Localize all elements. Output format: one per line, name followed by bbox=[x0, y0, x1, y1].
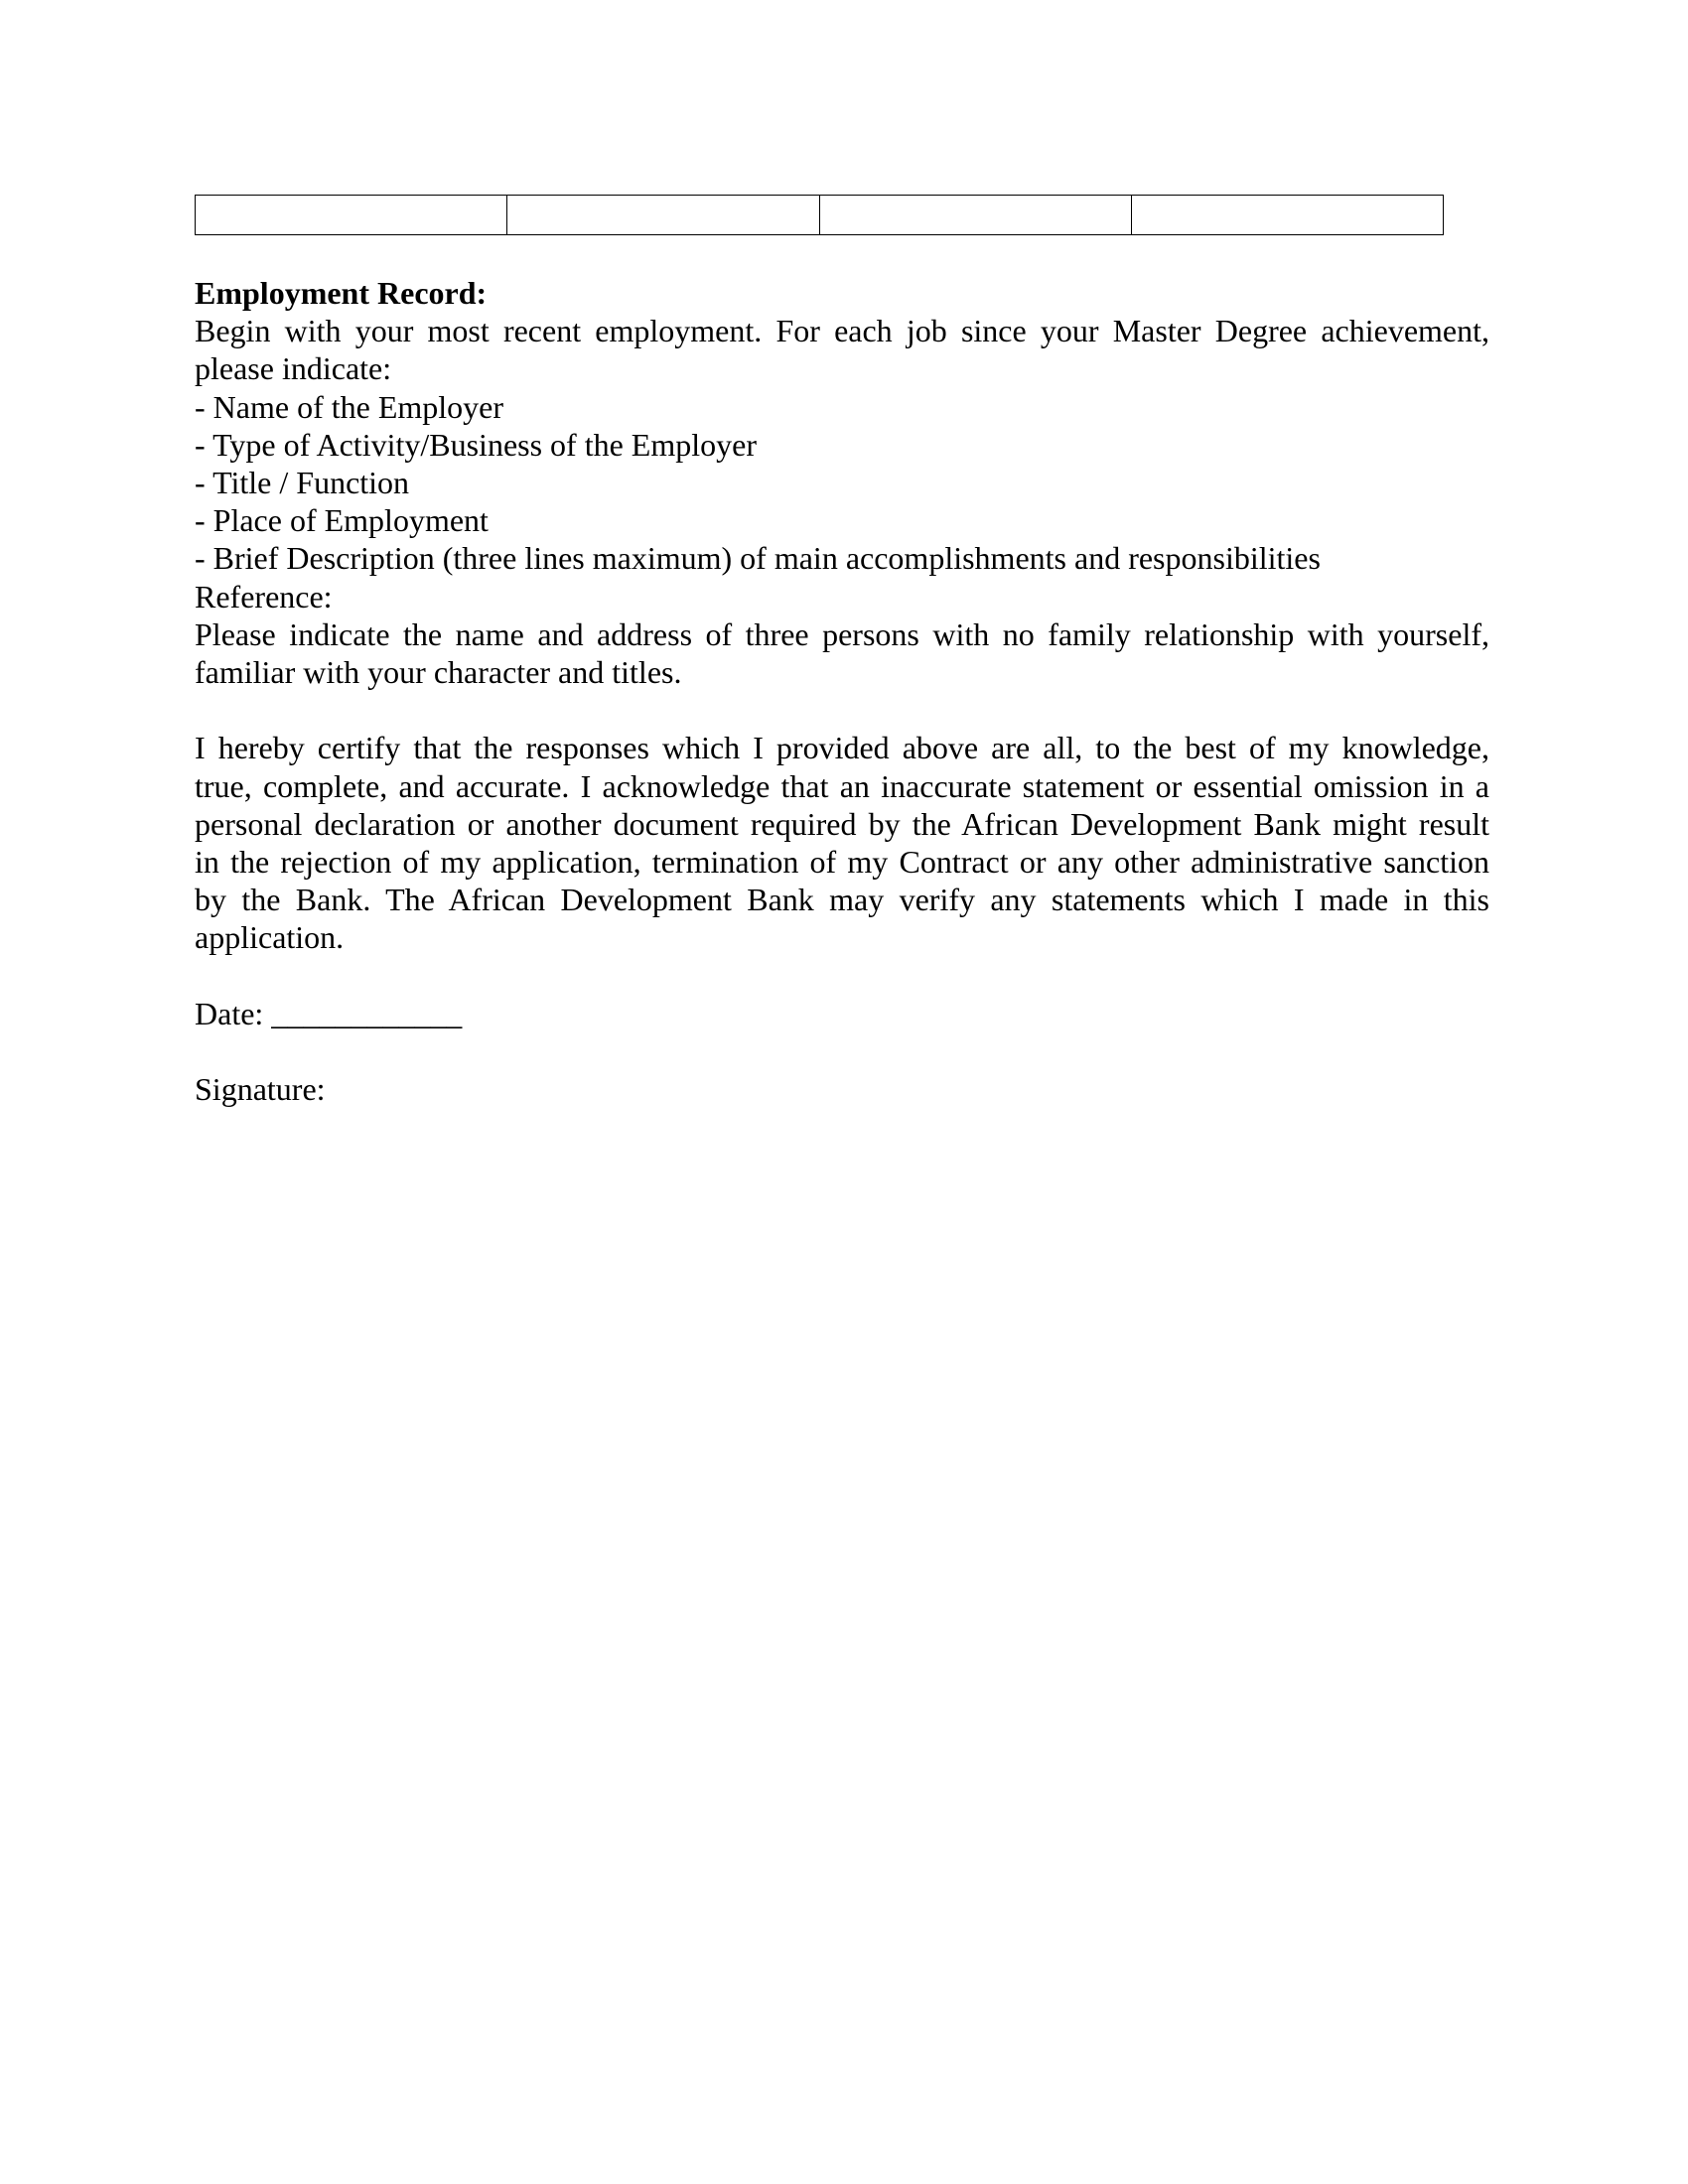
list-item: - Title / Function bbox=[195, 465, 410, 501]
certification-line: personal declaration or another document required by the African Development Bank might result bbox=[195, 805, 1489, 842]
employment-record-heading: Employment Record: bbox=[195, 275, 488, 311]
reference-label: Reference: bbox=[195, 578, 333, 614]
list-item: - Name of the Employer bbox=[195, 388, 503, 425]
certification-line: in the rejection of my application, termination of my Contract or any other administrative sanction bbox=[195, 844, 1489, 881]
table-cell bbox=[1131, 196, 1443, 235]
reference-text-line: Please indicate the name and address of three persons with no family relationship with yourself, bbox=[195, 615, 1489, 652]
list-item: - Type of Activity/Business of the Employer bbox=[195, 426, 757, 463]
document-body bbox=[195, 274, 1489, 1108]
employment-intro-line: Begin with your most recent employment. For each job since your Master Degree achievement, bbox=[195, 313, 1489, 349]
paragraph-gap bbox=[195, 691, 1489, 729]
paragraph-gap bbox=[195, 1032, 1489, 1070]
employment-intro-line: please indicate: bbox=[195, 350, 392, 387]
certification-line: true, complete, and accurate. I acknowledge that an inaccurate statement or essential omission in a bbox=[195, 767, 1489, 804]
table-cell bbox=[196, 196, 507, 235]
certification-line: application. bbox=[195, 919, 345, 956]
paragraph-gap bbox=[195, 957, 1489, 995]
list-item: - Brief Description (three lines maximum) of main accomplishments and responsibilities bbox=[195, 540, 1321, 577]
signature-field: Signature: bbox=[195, 1071, 326, 1108]
reference-text-line: familiar with your character and titles. bbox=[195, 654, 682, 691]
table-cell bbox=[819, 196, 1131, 235]
certification-line: by the Bank. The African Development Bank may verify any statements which I made in this bbox=[195, 882, 1489, 918]
form-table bbox=[195, 195, 1444, 235]
table-row bbox=[196, 196, 1444, 235]
table-cell bbox=[507, 196, 819, 235]
certification-line: I hereby certify that the responses which I provided above are all, to the best of my knowledge, bbox=[195, 730, 1489, 766]
list-item: - Place of Employment bbox=[195, 502, 489, 539]
date-field: Date: ____________ bbox=[195, 995, 463, 1031]
